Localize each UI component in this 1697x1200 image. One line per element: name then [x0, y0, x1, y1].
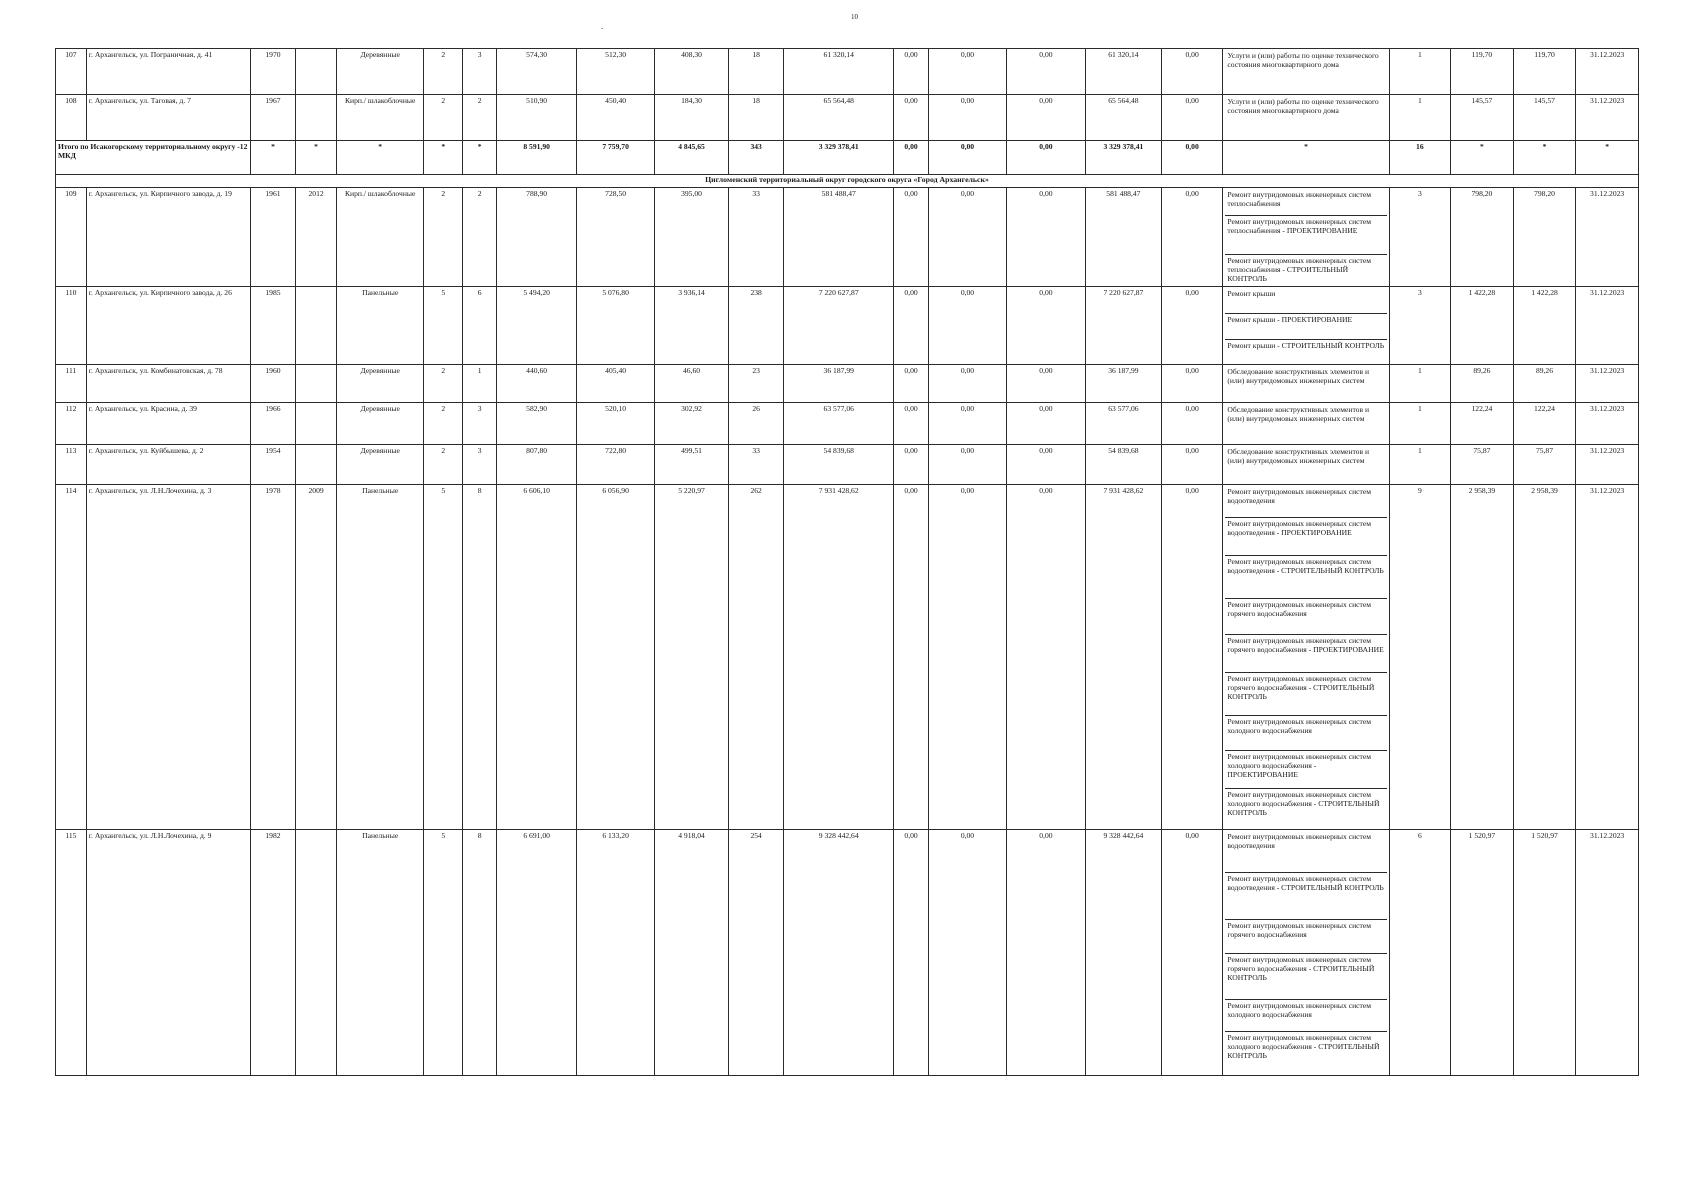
- material-cell: Кирп./ шлакоблочные: [337, 95, 424, 141]
- work-count-cell: 1: [1389, 445, 1451, 485]
- deadline-cell: 31.12.2023: [1576, 188, 1639, 287]
- work-item: Ремонт внутридомовых инженерных систем горячего водоснабжения: [1225, 598, 1386, 634]
- cost-federal-cell: 0,00: [894, 188, 929, 287]
- work-item: Ремонт внутридомовых инженерных систем горячего водоснабжения: [1225, 919, 1386, 953]
- table-row: [56, 287, 1639, 365]
- material-cell: Деревянные: [337, 403, 424, 445]
- cost-regional-cell: 0,00: [928, 287, 1006, 365]
- work-item: Ремонт внутридомовых инженерных систем водоотведения - СТРОИТЕЛЬНЫЙ КОНТРОЛЬ: [1225, 555, 1386, 598]
- material-cell: Деревянные: [337, 49, 424, 95]
- cost-regional-cell: 0,00: [928, 485, 1006, 830]
- cost-total-cell: 7 931 428,62: [784, 485, 894, 830]
- total-cost-owners: 3 329 378,41: [1085, 141, 1161, 175]
- cost-owners-cell: 581 488,47: [1085, 188, 1161, 287]
- year-built-cell: 1985: [250, 287, 295, 365]
- work-item: Ремонт внутридомовых инженерных систем теплоснабжения - СТРОИТЕЛЬНЫЙ КОНТРОЛЬ: [1225, 254, 1386, 285]
- work-count-cell: 1: [1389, 403, 1451, 445]
- cost-local-cell: 0,00: [1006, 365, 1085, 403]
- area-occupied-cell: 4 918,04: [655, 830, 729, 1076]
- floors-cell: 2: [424, 95, 463, 141]
- year-built-cell: 1967: [250, 95, 295, 141]
- cost-regional-cell: 0,00: [928, 445, 1006, 485]
- deadline-cell: 31.12.2023: [1576, 287, 1639, 365]
- year-repair-cell: [296, 49, 337, 95]
- unit-cost-max-cell: 122,24: [1513, 403, 1576, 445]
- cost-local-cell: 0,00: [1006, 485, 1085, 830]
- cost-other-cell: 0,00: [1161, 188, 1223, 287]
- floors-cell: 2: [424, 403, 463, 445]
- floors-cell: 2: [424, 188, 463, 287]
- area-total-cell: 807,80: [497, 445, 577, 485]
- area-occupied-cell: 3 936,14: [655, 287, 729, 365]
- works-list: [1223, 287, 1389, 365]
- residents-cell: 23: [728, 365, 783, 403]
- deadline-cell: 31.12.2023: [1576, 365, 1639, 403]
- year-repair-cell: 2012: [296, 188, 337, 287]
- material-cell: Деревянные: [337, 445, 424, 485]
- year-repair-cell: [296, 445, 337, 485]
- deadline-cell: 31.12.2023: [1576, 830, 1639, 1076]
- total-cost-local: 0,00: [1006, 141, 1085, 175]
- area-occupied-cell: 46,60: [655, 365, 729, 403]
- cost-owners-cell: 65 564,48: [1085, 95, 1161, 141]
- area-total-cell: 5 494,20: [497, 287, 577, 365]
- table-row: [56, 365, 1639, 403]
- house-address: г. Архангельск, ул. Кирпичного завода, д. 26: [86, 287, 250, 365]
- cost-regional-cell: 0,00: [928, 403, 1006, 445]
- entrances-cell: 3: [463, 403, 497, 445]
- residents-cell: 18: [728, 95, 783, 141]
- cost-regional-cell: 0,00: [928, 95, 1006, 141]
- work-item: Обследование конструктивных элементов и (или) внутридомовых инженерных систем: [1227, 367, 1370, 385]
- cost-owners-cell: 7 220 627,87: [1085, 287, 1161, 365]
- work-item: Ремонт внутридомовых инженерных систем холодного водоснабжения - ПРОЕКТИРОВАНИЕ: [1225, 750, 1386, 788]
- total-year-repair-star: *: [296, 141, 337, 175]
- total-residents: 343: [728, 141, 783, 175]
- unit-cost-max-cell: 145,57: [1513, 95, 1576, 141]
- total-cost-total: 3 329 378,41: [784, 141, 894, 175]
- cost-owners-cell: 7 931 428,62: [1085, 485, 1161, 830]
- unit-cost-max-cell: 798,20: [1513, 188, 1576, 287]
- work-item: Ремонт внутридомовых инженерных систем водоотведения - ПРОЕКТИРОВАНИЕ: [1225, 517, 1386, 555]
- total-deadline-star: *: [1576, 141, 1639, 175]
- year-built-cell: 1954: [250, 445, 295, 485]
- row-number: 109: [56, 188, 87, 287]
- entrances-cell: 6: [463, 287, 497, 365]
- section-title: Цигломенский территориальный округ городского округа «Город Архангельск»: [56, 175, 1639, 188]
- area-occupied-cell: 184,30: [655, 95, 729, 141]
- cost-local-cell: 0,00: [1006, 287, 1085, 365]
- work-item: Ремонт внутридомовых инженерных систем холодного водоснабжения - СТРОИТЕЛЬНЫЙ КОНТРОЛЬ: [1225, 1031, 1386, 1074]
- cost-other-cell: 0,00: [1161, 485, 1223, 830]
- year-built-cell: 1966: [250, 403, 295, 445]
- cost-owners-cell: 54 839,68: [1085, 445, 1161, 485]
- unit-cost-max-cell: 75,87: [1513, 445, 1576, 485]
- total-cost-regional: 0,00: [928, 141, 1006, 175]
- work-item: Ремонт внутридомовых инженерных систем теплоснабжения - ПРОЕКТИРОВАНИЕ: [1225, 215, 1386, 254]
- area-living-cell: 728,50: [577, 188, 655, 287]
- unit-cost-cell: 145,57: [1451, 95, 1514, 141]
- works-list: [1223, 49, 1389, 95]
- area-occupied-cell: 5 220,97: [655, 485, 729, 830]
- total-cost-other: 0,00: [1161, 141, 1223, 175]
- work-count-cell: 1: [1389, 365, 1451, 403]
- area-occupied-cell: 302,92: [655, 403, 729, 445]
- cost-federal-cell: 0,00: [894, 830, 929, 1076]
- entrances-cell: 3: [463, 445, 497, 485]
- row-number: 111: [56, 365, 87, 403]
- cost-total-cell: 36 187,99: [784, 365, 894, 403]
- work-item: Ремонт внутридомовых инженерных систем холодного водоснабжения - СТРОИТЕЛЬНЫЙ КОНТРОЛЬ: [1225, 788, 1386, 828]
- work-count-cell: 3: [1389, 188, 1451, 287]
- work-item: Обследование конструктивных элементов и (или) внутридомовых инженерных систем: [1227, 405, 1370, 423]
- cost-total-cell: 581 488,47: [784, 188, 894, 287]
- house-address: г. Архангельск, ул. Л.Н.Лочехина, д. 9: [86, 830, 250, 1076]
- unit-cost-cell: 122,24: [1451, 403, 1514, 445]
- work-count-cell: 6: [1389, 830, 1451, 1076]
- work-item: Ремонт внутридомовых инженерных систем горячего водоснабжения - СТРОИТЕЛЬНЫЙ КОНТРОЛЬ: [1225, 672, 1386, 715]
- house-address: г. Архангельск, ул. Комбинатовская, д. 78: [86, 365, 250, 403]
- year-built-cell: 1982: [250, 830, 295, 1076]
- residents-cell: 254: [728, 830, 783, 1076]
- unit-cost-max-cell: 1 520,97: [1513, 830, 1576, 1076]
- work-item: Обследование конструктивных элементов и (или) внутридомовых инженерных систем: [1227, 447, 1370, 465]
- area-total-cell: 440,60: [497, 365, 577, 403]
- house-address: г. Архангельск, ул. Л.Н.Лочехина, д. 3: [86, 485, 250, 830]
- area-living-cell: 520,10: [577, 403, 655, 445]
- work-item: Ремонт внутридомовых инженерных систем горячего водоснабжения - СТРОИТЕЛЬНЫЙ КОНТРОЛЬ: [1225, 953, 1386, 999]
- area-living-cell: 405,40: [577, 365, 655, 403]
- cost-local-cell: 0,00: [1006, 95, 1085, 141]
- unit-cost-cell: 1 520,97: [1451, 830, 1514, 1076]
- work-item: Ремонт внутридомовых инженерных систем водоотведения: [1227, 832, 1372, 850]
- work-item: Услуги и (или) работы по оценке технического состояния многоквартирного дома: [1227, 51, 1379, 69]
- residents-cell: 26: [728, 403, 783, 445]
- cost-owners-cell: 9 328 442,64: [1085, 830, 1161, 1076]
- entrances-cell: 8: [463, 485, 497, 830]
- unit-cost-cell: 89,26: [1451, 365, 1514, 403]
- work-item: Ремонт внутридомовых инженерных систем холодного водоснабжения: [1225, 999, 1386, 1031]
- floors-cell: 2: [424, 445, 463, 485]
- cost-other-cell: 0,00: [1161, 403, 1223, 445]
- area-living-cell: 450,40: [577, 95, 655, 141]
- house-address: г. Архангельск, ул. Красина, д. 39: [86, 403, 250, 445]
- material-cell: Панельные: [337, 830, 424, 1076]
- area-total-cell: 510,90: [497, 95, 577, 141]
- table-row: [56, 403, 1639, 445]
- entrances-cell: 8: [463, 830, 497, 1076]
- unit-cost-max-cell: 2 958,39: [1513, 485, 1576, 830]
- residents-cell: 238: [728, 287, 783, 365]
- area-occupied-cell: 395,00: [655, 188, 729, 287]
- works-list: [1223, 445, 1389, 485]
- unit-cost-max-cell: 89,26: [1513, 365, 1576, 403]
- total-area-total: 8 591,90: [497, 141, 577, 175]
- year-repair-cell: [296, 95, 337, 141]
- entrances-cell: 3: [463, 49, 497, 95]
- page-mark: -: [601, 24, 604, 32]
- table-row: [56, 830, 1639, 1076]
- house-address: г. Архангельск, ул. Кирпичного завода, д. 19: [86, 188, 250, 287]
- works-list: [1223, 830, 1389, 1076]
- area-occupied-cell: 499,51: [655, 445, 729, 485]
- works-list: [1223, 365, 1389, 403]
- residents-cell: 262: [728, 485, 783, 830]
- work-item: Ремонт крыши - ПРОЕКТИРОВАНИЕ: [1225, 313, 1386, 339]
- row-number: 107: [56, 49, 87, 95]
- year-repair-cell: [296, 287, 337, 365]
- cost-local-cell: 0,00: [1006, 445, 1085, 485]
- deadline-cell: 31.12.2023: [1576, 95, 1639, 141]
- work-count-cell: 9: [1389, 485, 1451, 830]
- works-list: [1223, 95, 1389, 141]
- floors-cell: 5: [424, 485, 463, 830]
- row-number: 113: [56, 445, 87, 485]
- cost-other-cell: 0,00: [1161, 49, 1223, 95]
- cost-total-cell: 54 839,68: [784, 445, 894, 485]
- total-floors-star: *: [424, 141, 463, 175]
- total-cost-federal: 0,00: [894, 141, 929, 175]
- material-cell: Панельные: [337, 485, 424, 830]
- cost-regional-cell: 0,00: [928, 49, 1006, 95]
- year-repair-cell: [296, 403, 337, 445]
- total-works-star: *: [1223, 141, 1389, 175]
- row-number: 110: [56, 287, 87, 365]
- year-built-cell: 1960: [250, 365, 295, 403]
- area-total-cell: 574,30: [497, 49, 577, 95]
- cost-other-cell: 0,00: [1161, 365, 1223, 403]
- entrances-cell: 2: [463, 95, 497, 141]
- row-number: 115: [56, 830, 87, 1076]
- total-entrances-star: *: [463, 141, 497, 175]
- work-item: Услуги и (или) работы по оценке технического состояния многоквартирного дома: [1227, 97, 1379, 115]
- area-total-cell: 6 606,10: [497, 485, 577, 830]
- material-cell: Панельные: [337, 287, 424, 365]
- cost-regional-cell: 0,00: [928, 365, 1006, 403]
- area-total-cell: 6 691,00: [497, 830, 577, 1076]
- cost-federal-cell: 0,00: [894, 485, 929, 830]
- area-total-cell: 582,90: [497, 403, 577, 445]
- house-address: г. Архангельск, ул. Таговая, д. 7: [86, 95, 250, 141]
- area-occupied-cell: 408,30: [655, 49, 729, 95]
- total-units: 16: [1389, 141, 1451, 175]
- row-number: 112: [56, 403, 87, 445]
- work-item: Ремонт внутридомовых инженерных систем теплоснабжения: [1227, 190, 1372, 208]
- year-repair-cell: 2009: [296, 485, 337, 830]
- table-row: [56, 445, 1639, 485]
- cost-federal-cell: 0,00: [894, 403, 929, 445]
- unit-cost-cell: 798,20: [1451, 188, 1514, 287]
- residents-cell: 33: [728, 188, 783, 287]
- cost-federal-cell: 0,00: [894, 365, 929, 403]
- deadline-cell: 31.12.2023: [1576, 485, 1639, 830]
- entrances-cell: 1: [463, 365, 497, 403]
- area-living-cell: 6 133,20: [577, 830, 655, 1076]
- deadline-cell: 31.12.2023: [1576, 445, 1639, 485]
- work-item: Ремонт крыши - СТРОИТЕЛЬНЫЙ КОНТРОЛЬ: [1225, 339, 1386, 363]
- cost-local-cell: 0,00: [1006, 403, 1085, 445]
- section-header-row: [56, 175, 1639, 188]
- cost-other-cell: 0,00: [1161, 287, 1223, 365]
- works-list: [1223, 403, 1389, 445]
- cost-federal-cell: 0,00: [894, 287, 929, 365]
- works-list: [1223, 485, 1389, 830]
- total-area-living: 7 759,70: [577, 141, 655, 175]
- capital-repair-register-table: [55, 48, 1639, 1076]
- unit-cost-cell: 1 422,28: [1451, 287, 1514, 365]
- material-cell: Деревянные: [337, 365, 424, 403]
- residents-cell: 18: [728, 49, 783, 95]
- total-label: Итого по Исакогорскому территориальному округу -12 МКД: [56, 141, 251, 175]
- work-item: Ремонт внутридомовых инженерных систем водоотведения: [1227, 487, 1372, 505]
- work-item: Ремонт внутридомовых инженерных систем холодного водоснабжения: [1225, 715, 1386, 750]
- deadline-cell: 31.12.2023: [1576, 403, 1639, 445]
- area-living-cell: 6 056,90: [577, 485, 655, 830]
- work-item: Ремонт крыши: [1227, 289, 1276, 298]
- cost-owners-cell: 61 320,14: [1085, 49, 1161, 95]
- year-repair-cell: [296, 365, 337, 403]
- unit-cost-max-cell: 119,70: [1513, 49, 1576, 95]
- unit-cost-cell: 119,70: [1451, 49, 1514, 95]
- total-area-occupied: 4 845,65: [655, 141, 729, 175]
- table-row: [56, 95, 1639, 141]
- work-item: Ремонт внутридомовых инженерных систем водоотведения - СТРОИТЕЛЬНЫЙ КОНТРОЛЬ: [1225, 872, 1386, 919]
- row-number: 108: [56, 95, 87, 141]
- deadline-cell: 31.12.2023: [1576, 49, 1639, 95]
- table-row: [56, 485, 1639, 830]
- work-count-cell: 1: [1389, 95, 1451, 141]
- row-number: 114: [56, 485, 87, 830]
- total-unit-cost-max-star: *: [1513, 141, 1576, 175]
- area-living-cell: 5 076,80: [577, 287, 655, 365]
- cost-other-cell: 0,00: [1161, 830, 1223, 1076]
- cost-owners-cell: 63 577,06: [1085, 403, 1161, 445]
- cost-owners-cell: 36 187,99: [1085, 365, 1161, 403]
- total-unit-cost-star: *: [1451, 141, 1514, 175]
- cost-federal-cell: 0,00: [894, 95, 929, 141]
- residents-cell: 33: [728, 445, 783, 485]
- total-material-star: *: [337, 141, 424, 175]
- unit-cost-cell: 2 958,39: [1451, 485, 1514, 830]
- house-address: г. Архангельск, ул. Пограничная, д. 41: [86, 49, 250, 95]
- total-year-built-star: *: [250, 141, 295, 175]
- material-cell: Кирп./ шлакоблочные: [337, 188, 424, 287]
- cost-local-cell: 0,00: [1006, 830, 1085, 1076]
- cost-federal-cell: 0,00: [894, 445, 929, 485]
- house-address: г. Архангельск, ул. Куйбышева, д. 2: [86, 445, 250, 485]
- work-count-cell: 1: [1389, 49, 1451, 95]
- area-total-cell: 788,90: [497, 188, 577, 287]
- work-count-cell: 3: [1389, 287, 1451, 365]
- cost-local-cell: 0,00: [1006, 188, 1085, 287]
- area-living-cell: 512,30: [577, 49, 655, 95]
- total-row: [56, 141, 1639, 175]
- year-built-cell: 1978: [250, 485, 295, 830]
- cost-federal-cell: 0,00: [894, 49, 929, 95]
- floors-cell: 5: [424, 287, 463, 365]
- cost-total-cell: 65 564,48: [784, 95, 894, 141]
- year-built-cell: 1970: [250, 49, 295, 95]
- table-row: [56, 188, 1639, 287]
- page-number: 10: [851, 13, 858, 21]
- floors-cell: 2: [424, 365, 463, 403]
- unit-cost-cell: 75,87: [1451, 445, 1514, 485]
- entrances-cell: 2: [463, 188, 497, 287]
- work-item: Ремонт внутридомовых инженерных систем горячего водоснабжения - ПРОЕКТИРОВАНИЕ: [1225, 634, 1386, 672]
- year-built-cell: 1961: [250, 188, 295, 287]
- cost-local-cell: 0,00: [1006, 49, 1085, 95]
- floors-cell: 5: [424, 830, 463, 1076]
- cost-total-cell: 63 577,06: [784, 403, 894, 445]
- floors-cell: 2: [424, 49, 463, 95]
- cost-other-cell: 0,00: [1161, 95, 1223, 141]
- cost-total-cell: 61 320,14: [784, 49, 894, 95]
- cost-total-cell: 7 220 627,87: [784, 287, 894, 365]
- works-list: [1223, 188, 1389, 287]
- area-living-cell: 722,80: [577, 445, 655, 485]
- cost-regional-cell: 0,00: [928, 830, 1006, 1076]
- cost-other-cell: 0,00: [1161, 445, 1223, 485]
- unit-cost-max-cell: 1 422,28: [1513, 287, 1576, 365]
- table-row: [56, 49, 1639, 95]
- year-repair-cell: [296, 830, 337, 1076]
- cost-total-cell: 9 328 442,64: [784, 830, 894, 1076]
- cost-regional-cell: 0,00: [928, 188, 1006, 287]
